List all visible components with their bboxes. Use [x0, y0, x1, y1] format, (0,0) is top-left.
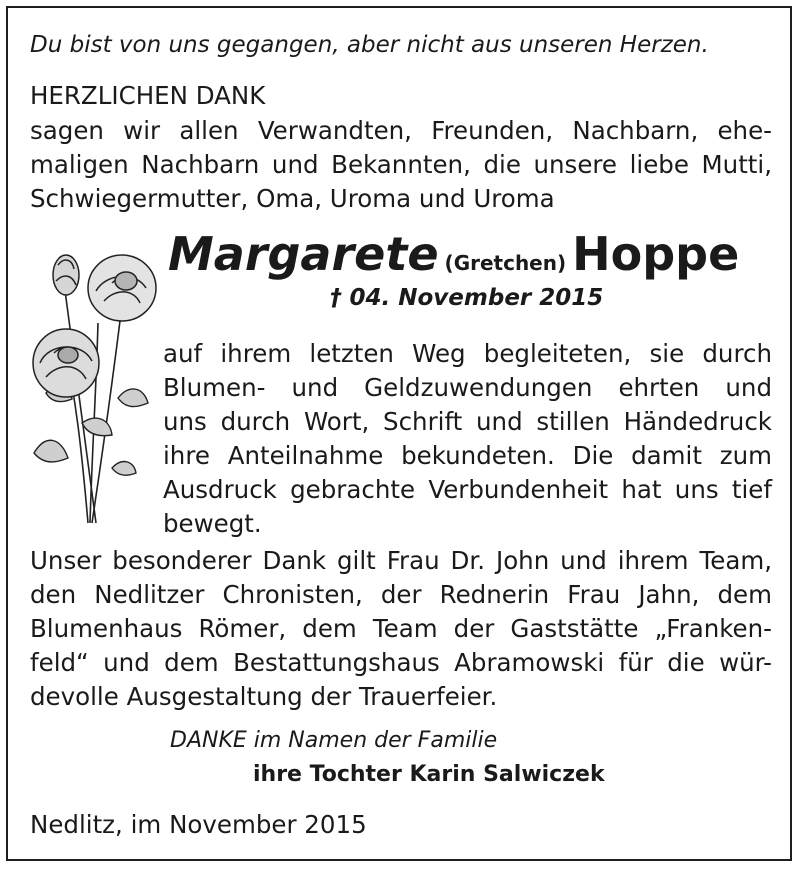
signature-line: DANKE im Namen der Familie — [170, 728, 498, 753]
thanks-line: devolle Ausgestaltung der Trauerfeier. — [30, 682, 498, 711]
roses-illustration — [26, 243, 161, 525]
thanks-line: den Nedlitzer Chronisten, der Rednerin Frau Jahn, dem — [30, 580, 772, 609]
motto: Du bist von uns gegangen, aber nicht aus unseren Herzen. — [30, 32, 709, 58]
first-name: Margarete — [168, 227, 439, 281]
death-date: † 04. November 2015 — [330, 285, 604, 311]
body-line: Blumen- und Geldzuwendungen ehrten und — [163, 373, 772, 402]
intro-line: sagen wir allen Verwandten, Freunden, Nachbarn, ehe- — [30, 116, 772, 145]
body-line: auf ihrem letzten Weg begleiteten, sie durch — [163, 339, 772, 368]
signature-name: ihre Tochter Karin Salwiczek — [253, 762, 605, 787]
body-line: ihre Anteilnahme bekundeten. Die damit zum — [163, 441, 772, 470]
nickname: (Gretchen) — [444, 251, 567, 275]
body-line: bewegt. — [163, 509, 262, 538]
body-line: Ausdruck gebrachte Verbundenheit hat uns tief — [163, 475, 772, 504]
body-line: uns durch Wort, Schrift und stillen Händedruck — [163, 407, 772, 436]
place-date: Nedlitz, im November 2015 — [30, 810, 367, 839]
surname: Hoppe — [572, 227, 740, 281]
heading: HERZLICHEN DANK — [30, 81, 266, 110]
deceased-name — [168, 226, 739, 291]
thanks-line: feld“ und dem Bestattungshaus Abramowski für die wür- — [30, 648, 772, 677]
thanks-line: Unser besonderer Dank gilt Frau Dr. John und ihrem Team, — [30, 546, 772, 575]
intro-line: maligen Nachbarn und Bekannten, die unsere liebe Mutti, — [30, 150, 772, 179]
thanks-line: Blumenhaus Römer, dem Team der Gaststätte „Franken- — [30, 614, 772, 643]
intro-line: Schwiegermutter, Oma, Uroma und Uroma — [30, 184, 555, 213]
